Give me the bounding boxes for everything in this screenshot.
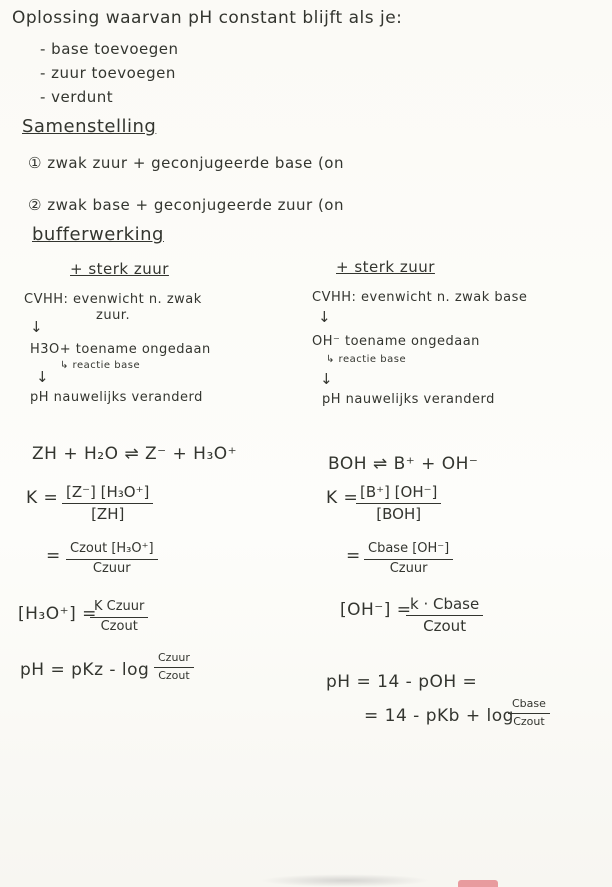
right-increase-line: OH⁻ toename ongedaan bbox=[312, 334, 480, 349]
condition-acid: - zuur toevoegen bbox=[40, 64, 176, 82]
base-k-denominator: [BOH] bbox=[376, 505, 422, 524]
acid-h3o-lhs: [H₃O⁺] = bbox=[18, 604, 97, 624]
acid-h3o-numerator: K Czuur bbox=[90, 600, 148, 618]
left-ph-line: pH nauwelijks veranderd bbox=[30, 390, 203, 405]
acid-ph-denominator: Czout bbox=[158, 668, 190, 682]
base-k-lhs: K = bbox=[326, 488, 359, 508]
condition-base: - base toevoegen bbox=[40, 40, 179, 58]
composition-heading: Samenstelling bbox=[22, 116, 157, 137]
acid-k2-fraction bbox=[66, 542, 158, 577]
base-oh-fraction bbox=[406, 596, 483, 636]
acid-ph-fraction bbox=[154, 652, 194, 682]
acid-reaction-equation: ZH + H₂O ⇌ Z⁻ + H₃O⁺ bbox=[32, 444, 238, 464]
right-ph-line: pH nauwelijks veranderd bbox=[322, 392, 495, 407]
down-arrow-icon: ↓ bbox=[36, 368, 50, 386]
left-equilibrium-line-cont: zuur. bbox=[96, 308, 131, 323]
acid-k-fraction bbox=[62, 484, 153, 524]
acid-h3o-denominator: Czout bbox=[100, 618, 138, 634]
page-title: Oplossing waarvan pH constant blijft als je: bbox=[12, 8, 403, 28]
base-k2-fraction bbox=[364, 542, 453, 577]
base-k2-lhs: = bbox=[346, 546, 361, 566]
base-ph-denominator: Czout bbox=[513, 714, 545, 728]
acid-k2-lhs: = bbox=[46, 546, 61, 566]
composition-item-2: ② zwak base + geconjugeerde zuur (on bbox=[28, 196, 344, 214]
acid-k-lhs: K = bbox=[26, 488, 59, 508]
page-bottom-shadow bbox=[260, 874, 430, 887]
right-reaction-note: ↳ reactie base bbox=[326, 354, 407, 365]
buffer-heading: bufferwerking bbox=[32, 224, 164, 245]
base-ph-line: pH = 14 - pOH = bbox=[326, 672, 478, 692]
down-arrow-icon: ↓ bbox=[320, 370, 334, 388]
base-k-numerator: [B⁺] [OH⁻] bbox=[356, 484, 441, 504]
composition-item-1: ① zwak zuur + geconjugeerde base (on bbox=[28, 154, 344, 172]
base-ph-fraction bbox=[508, 698, 550, 728]
page-edge-marker bbox=[458, 880, 498, 887]
acid-k-denominator: [ZH] bbox=[91, 505, 125, 524]
down-arrow-icon: ↓ bbox=[30, 318, 44, 336]
left-column-title: + sterk zuur bbox=[70, 260, 169, 278]
down-arrow-icon: ↓ bbox=[318, 308, 332, 326]
base-reaction-equation: BOH ⇌ B⁺ + OH⁻ bbox=[328, 454, 479, 474]
acid-k-numerator: [Z⁻] [H₃O⁺] bbox=[62, 484, 153, 504]
base-k2-denominator: Czuur bbox=[389, 560, 428, 576]
base-ph-line2-lhs: = 14 - pKb + log bbox=[364, 706, 514, 726]
acid-k2-numerator: Czout [H₃O⁺] bbox=[66, 542, 158, 560]
left-reaction-note: ↳ reactie base bbox=[60, 360, 141, 371]
right-column-title: + sterk zuur bbox=[336, 258, 435, 276]
base-oh-denominator: Czout bbox=[423, 617, 467, 636]
acid-ph-lhs: pH = pKz - log bbox=[20, 660, 150, 680]
base-oh-lhs: [OH⁻] = bbox=[340, 600, 412, 620]
acid-k2-denominator: Czuur bbox=[92, 560, 131, 576]
left-increase-line: H3O+ toename ongedaan bbox=[30, 342, 211, 357]
acid-ph-numerator: Czuur bbox=[154, 652, 194, 668]
left-equilibrium-line: CVHH: evenwicht n. zwak bbox=[24, 292, 202, 307]
acid-h3o-fraction bbox=[90, 600, 148, 635]
right-equilibrium-line: CVHH: evenwicht n. zwak base bbox=[312, 290, 528, 305]
base-ph-numerator: Cbase bbox=[508, 698, 550, 714]
base-oh-numerator: k · Cbase bbox=[406, 596, 483, 616]
base-k-fraction bbox=[356, 484, 441, 524]
base-k2-numerator: Cbase [OH⁻] bbox=[364, 542, 453, 560]
condition-dilute: - verdunt bbox=[40, 88, 114, 106]
